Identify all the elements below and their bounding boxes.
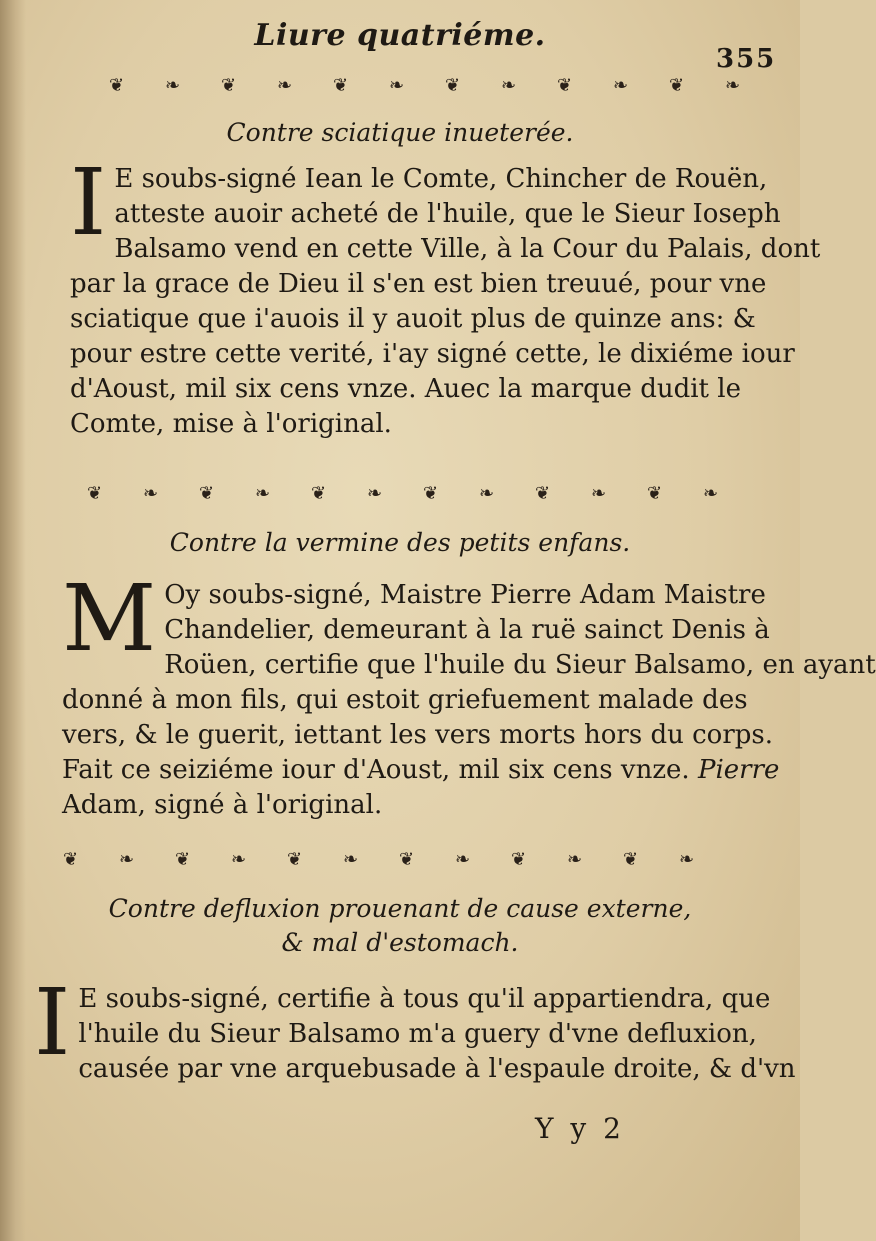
- section-3-heading: [0, 892, 800, 960]
- section-3-heading-line: & mal d'estomach.: [281, 928, 519, 957]
- section-1-line: atteste auoir acheté de l'huile, que le Sieur Ioseph: [114, 199, 781, 229]
- section-2-line: Adam, signé à l'original.: [62, 790, 383, 820]
- section-1-heading-line: Contre sciatique inueterée.: [226, 118, 574, 147]
- section-3-paragraph: [34, 969, 796, 1087]
- section-3-heading-line: Contre defluxion prouenant de cause externe,: [108, 894, 692, 923]
- section-1-line: par la grace de Dieu il s'en est bien treuué, pour vne: [70, 269, 767, 299]
- section-3-line: l'huile du Sieur Balsamo m'a guery d'vne defluxion,: [78, 1019, 757, 1049]
- section-1-line: E soubs-signé Iean le Comte, Chincher de Rouën,: [114, 164, 768, 194]
- catchword: Y y 2: [535, 1112, 625, 1145]
- running-head: Liure quatriéme.: [254, 18, 546, 53]
- section-2-heading-line: Contre la vermine des petits enfans.: [169, 528, 631, 557]
- section-2-line: [62, 753, 780, 788]
- section-1-line: Comte, mise à l'original.: [70, 409, 392, 439]
- page-number: 355: [716, 44, 777, 74]
- signature-pierre: Pierre: [697, 755, 780, 785]
- section-2-line: Roüen, certifie que l'huile du Sieur Balsamo, en ayant: [164, 650, 876, 680]
- section-3-dropcap: I: [34, 969, 71, 1076]
- section-1-line: sciatique que i'auois il y auoit plus de quinze ans: &: [70, 304, 756, 334]
- section-3-line: E soubs-signé, certifie à tous qu'il appartiendra, que: [78, 984, 771, 1014]
- section-2-heading: [0, 528, 800, 558]
- section-2-dropcap: M: [62, 565, 157, 672]
- section-1-dropcap: I: [70, 149, 107, 256]
- section-1-paragraph: [70, 149, 821, 442]
- ornament-band-2: ❦ ❧ ❦ ❧ ❦ ❧ ❦ ❧ ❦ ❧ ❦ ❧: [86, 483, 718, 504]
- section-1-line: pour estre cette verité, i'ay signé cette, le dixiéme iour: [70, 339, 795, 369]
- section-2-line: vers, & le guerit, iettant les vers morts hors du corps.: [62, 720, 774, 750]
- section-1-line: Balsamo vend en cette Ville, à la Cour du Palais, dont: [114, 234, 821, 264]
- section-2-line: Chandelier, demeurant à la ruë sainct Denis à: [164, 615, 770, 645]
- section-1-line: d'Aoust, mil six cens vnze. Auec la marque dudit le: [70, 374, 741, 404]
- page-spine-shadow: [0, 0, 26, 1241]
- section-2-paragraph: [62, 565, 876, 823]
- ornament-band-1: ❦ ❧ ❦ ❧ ❦ ❧ ❦ ❧ ❦ ❧ ❦ ❧: [108, 75, 740, 96]
- section-2-line: Oy soubs-signé, Maistre Pierre Adam Maistre: [164, 580, 766, 610]
- section-2-line-text: Fait ce seiziéme iour d'Aoust, mil six cens vnze.: [62, 755, 690, 785]
- ornament-band-3: ❦ ❧ ❦ ❧ ❦ ❧ ❦ ❧ ❦ ❧ ❦ ❧: [62, 849, 694, 870]
- section-2-line: donné à mon fils, qui estoit griefuement malade des: [62, 685, 748, 715]
- section-1-heading: [0, 118, 800, 148]
- section-3-line: causée par vne arquebusade à l'espaule droite, & d'vn: [78, 1054, 796, 1084]
